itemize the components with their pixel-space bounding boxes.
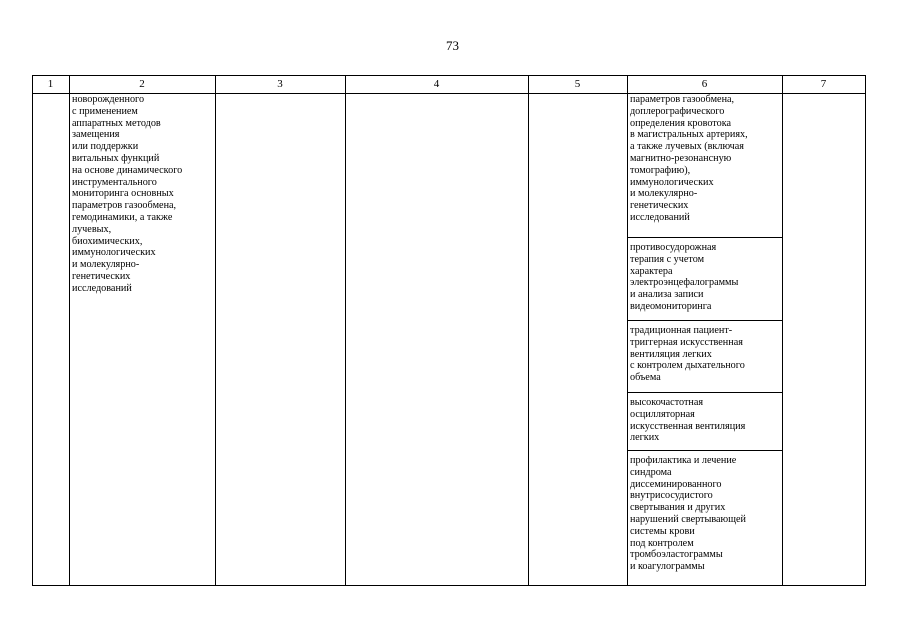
table-bottom-border — [32, 585, 865, 586]
col6-separator-1 — [627, 237, 782, 238]
col6-cell-2: противосудорожная терапия с учетом характера электроэнцефалограммы и анализа записи видеомониторинга — [630, 242, 739, 312]
col-border-4 — [528, 75, 529, 586]
header-col-7: 7 — [820, 78, 827, 90]
col6-cell-3: традиционная пациент- триггерная искусственная вентиляция легких с контролем дыхательного объема — [630, 325, 745, 384]
header-col-2: 2 — [139, 78, 145, 90]
header-col-4: 4 — [433, 78, 440, 90]
col6-cell-4: высокочастотная осцилляторная искусственная вентиляция легких — [630, 397, 746, 444]
col-border-5 — [627, 75, 628, 586]
header-col-5: 5 — [574, 78, 581, 90]
col6-cell-5: профилактика и лечение синдрома диссеминированного внутрисосудистого свертывания и других нарушений свертывающей системы крови под контролем тромбоэластограммы и коагулограммы — [630, 455, 746, 573]
col6-cell-1: параметров газообмена, доплерографического определения кровотока в магистральных артериях, а также лучевых (включая магнитно-резонансную томографию), иммунологических и молекулярно- генетических исследований — [630, 94, 748, 223]
col-border-2 — [215, 75, 216, 586]
col-border-7 — [865, 75, 866, 586]
col6-separator-4 — [627, 450, 782, 451]
col-border-6 — [782, 75, 783, 586]
page-number: 73 — [446, 38, 459, 53]
col-border-0 — [32, 75, 33, 586]
col6-separator-2 — [627, 320, 782, 321]
col2-cell-text: новорожденного с применением аппаратных методов замещения или поддержки витальных функций на основе динамического инструментального мониторинга основных параметров газообмена, гемодинамики, а также лучевых, биохимических, иммунологических и молекулярно- генетических исследований — [72, 94, 183, 294]
header-col-6: 6 — [701, 78, 708, 90]
col-border-1 — [69, 75, 70, 586]
col-border-3 — [345, 75, 346, 586]
header-col-1: 1 — [47, 78, 54, 90]
col6-separator-3 — [627, 392, 782, 393]
header-col-3: 3 — [277, 78, 283, 90]
